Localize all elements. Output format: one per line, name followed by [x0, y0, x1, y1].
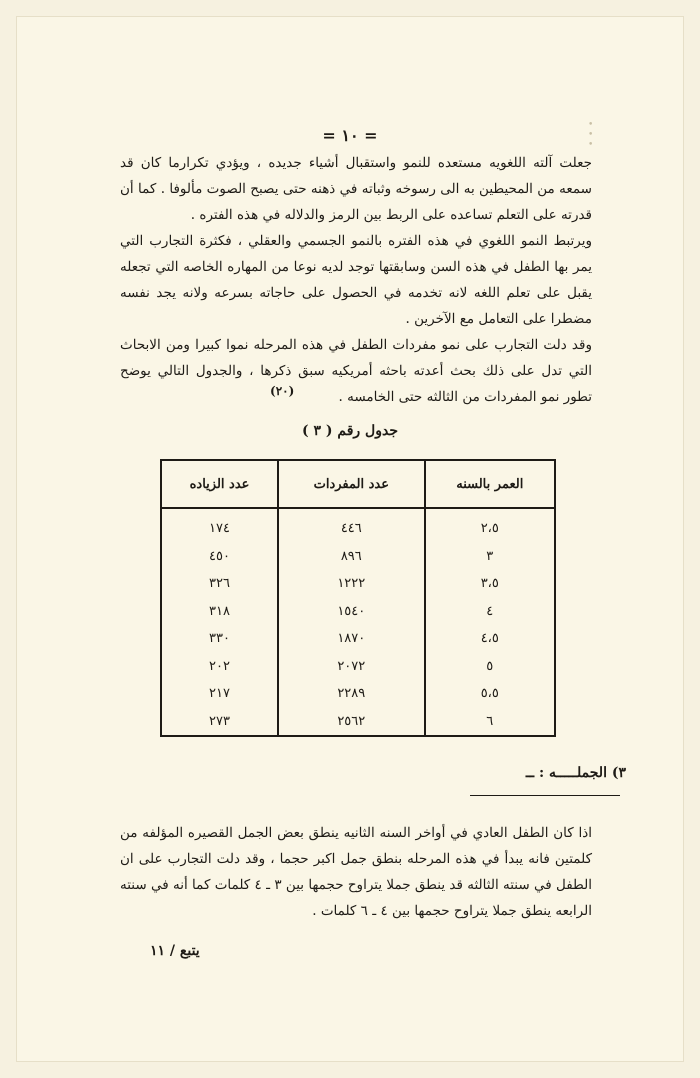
paragraph-3: وقد دلت التجارب على نمو مفردات الطفل في هذه المرحله نموا كبيرا ومن الابحاث التي تدل على ذلك بحث أعدته باحثه أمريكيه سبق ذكرها ، والجدول التالي يوضح تطور نمو المفردات من الثالثه حتى الخامسه .	[120, 337, 592, 405]
cell-vocab: ٢٠٧٢	[278, 652, 425, 679]
cell-increase: ٢١٧	[209, 686, 230, 702]
cell-age: ٣،٥	[425, 570, 554, 597]
paragraph-1: جعلت آلته اللغويه مستعده للنمو واستقبال أشياء جديده ، ويؤدي تكرارما كان قد سمعه من المحيطين به الى رسوخه وثباته في ذهنه حتى يصبح الصوت مألوفا . كما أن قدرته على التعلم تساعده على الربط بين الرمز والدلاله في هذه الفتره .	[120, 155, 592, 223]
cell-vocab: ١٢٢٢	[278, 570, 425, 597]
cell-vocab: ٢٢٨٩	[278, 680, 425, 707]
continued-marker: يتبع / ١١	[150, 943, 200, 959]
cell-vocab: ١٥٤٠	[278, 598, 425, 625]
header-age: العمر بالسنه	[425, 461, 554, 508]
paragraph-2: ويرتبط النمو اللغوي في هذه الفتره بالنمو الجسمي والعقلي ، فكثرة التجارب التي يمر بها الطفل في هذه السن وسابقتها توجد لديه نوعا من المهاره الخاصه التي تجعله يقبل على تعلم اللغه لانه تخدمه في الحصول على حاجاته بسرعه ولانه يجد نفسه مضطرا على التعامل مع الآخرين .	[120, 233, 592, 327]
vocabulary-table	[160, 459, 556, 737]
paper-stain: • • •	[588, 120, 597, 150]
table-row	[162, 570, 554, 597]
cell-increase: ٤٥٠	[209, 548, 230, 564]
page-number: = ١٠ =	[322, 126, 378, 145]
cell-age: ٢،٥	[425, 508, 554, 543]
cell-age: ٥،٥	[425, 680, 554, 707]
cell-age: ٤،٥	[425, 625, 554, 652]
cell-age: ٣	[425, 543, 554, 570]
header-vocab-count: عدد المفردات	[278, 461, 425, 508]
cell-increase: ٣٢٦	[209, 576, 230, 592]
table-row	[162, 625, 554, 652]
table-row	[162, 508, 554, 543]
cell-increase: ٢٠٢	[209, 658, 230, 674]
table-row	[162, 680, 554, 707]
cell-increase: ١٧٤	[209, 521, 230, 537]
table-row	[162, 707, 554, 735]
section-divider	[470, 795, 620, 796]
cell-increase: ٣٣٠	[209, 631, 230, 647]
body-text-top	[120, 150, 592, 410]
table-caption: جدول رقم ( ٣ )	[302, 423, 398, 439]
table-row	[162, 543, 554, 570]
paragraph-4: اذا كان الطفل العادي في أواخر السنه الثانيه ينطق بعض الجمل القصيره المؤلفه من كلمتين فانه يبدأ في هذه المرحله بنطق جمل اكبر حجما ، وقد دلت التجارب على ان الطفل في سنته الثالثه قد ينطق جملا يتراوح حجمها بين ٣ ـ ٤ كلمات كما أنه في سنته الرابعه ينطق جملا يتراوح حجمها بين ٤ ـ ٦ كلمات .	[120, 825, 592, 919]
cell-vocab: ٨٩٦	[278, 543, 425, 570]
table-header-row	[162, 461, 554, 508]
cell-increase: ٢٧٣	[209, 713, 230, 729]
cell-age: ٦	[425, 707, 554, 735]
section-heading: ٣) الجملـــــه : ــ	[525, 765, 626, 781]
cell-age: ٤	[425, 598, 554, 625]
cell-vocab: ٢٥٦٢	[278, 707, 425, 735]
cell-vocab: ٤٤٦	[278, 508, 425, 543]
body-text-bottom	[120, 820, 592, 924]
header-increase: عدد الزياده	[162, 461, 278, 508]
table-row	[162, 598, 554, 625]
cell-age: ٥	[425, 652, 554, 679]
table-row	[162, 652, 554, 679]
cell-vocab: ١٨٧٠	[278, 625, 425, 652]
footnote-reference: (٢٠)	[270, 384, 295, 398]
cell-increase: ٣١٨	[209, 603, 230, 619]
